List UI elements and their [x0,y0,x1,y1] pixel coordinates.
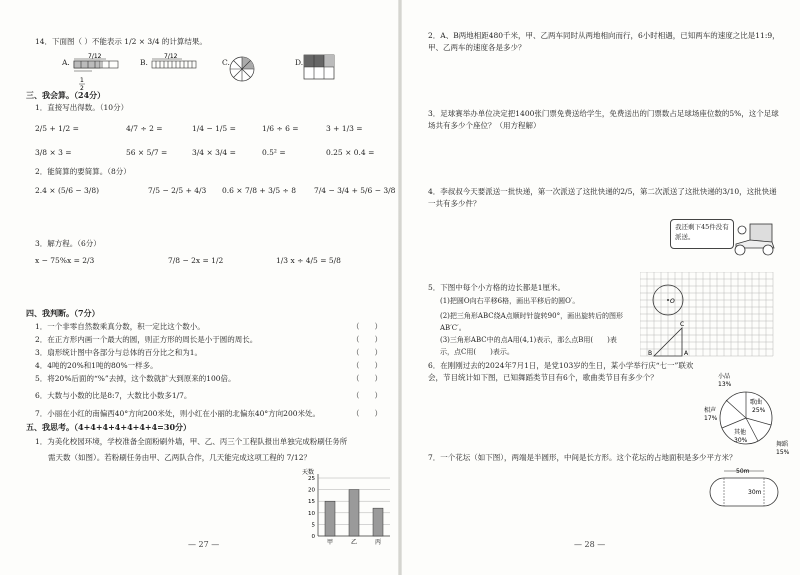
simplify-item: 7/4 − 3/4 + 5/6 − 3/8 [314,186,396,195]
equation-item: 7/8 − 2x = 1/2 [168,256,224,265]
calc-item: 0.25 × 0.4 = [326,148,375,157]
judge-item: 3．扇形统计图中各部分与总体的百分比之和为1。 [35,348,203,357]
frac-b-label: 7/12 [164,53,178,60]
pie-pct-wudao: 15% [776,449,790,456]
svg-text:C: C [680,321,685,328]
answer-parens[interactable]: （ ） [352,335,382,344]
svg-text:A: A [684,350,689,357]
calc-item: 3/4 × 3/4 = [192,148,236,157]
pie-label-qita: 其他 [734,429,747,436]
question-5-text: 5．下图中每个小方格的边长都是1厘米。 [428,283,566,292]
equation-item: x − 75%x = 2/3 [35,256,95,265]
option-d-label: D. [295,58,304,67]
judge-item: 7．小丽在小红的南偏西40°方向200米处，则小红在小丽的北偏东40°方向200米处。 [35,409,320,418]
pie-label-xiaopin: 小品 [718,373,731,380]
svg-text:2: 2 [80,85,84,92]
page-number: — 28 — [574,540,606,549]
y-tick-label: 0 [311,534,315,540]
question-6: 6．在刚刚过去的2024年7月1日，是党103岁的生日，某小学举行庆“七一”联欢会，节目统计如下图，已知舞蹈类节目有6个，歌曲类节目有多少个？ [428,361,694,382]
flower-bed-figure [698,466,790,508]
pie-label-xiangsheng: 相声 [704,407,717,414]
y-tick-label: 20 [308,487,315,494]
bar [325,501,335,536]
x-tick-label: 丙 [374,539,382,546]
calc-item: 0.5² = [262,148,286,157]
dim-height: 30m [748,489,762,496]
sub-heading-3-2: 2．能简算的要简算。（8分） [35,167,131,176]
calc-item: 1/4 − 1/5 = [192,124,236,133]
calc-item: 2/5 + 1/2 = [35,124,79,133]
answer-parens[interactable]: （ ） [352,361,382,370]
option-b-figure [148,52,200,82]
answer-parens[interactable]: （ ） [352,348,382,357]
question-14: 14．下面图（ ）不能表示 1/2 × 3/4 的计算结果。 [35,37,207,46]
question-5-part2: (2)把三角形ABC绕A点顺时针旋转90°，画出旋转后的图形AB′C′。 [440,312,624,332]
svg-text:O: O [670,298,675,305]
pie-pct-xiaopin: 13% [718,381,732,388]
delivery-tricycle-illustration [732,218,778,258]
problem-1-line2: 需天数（如图）。若粉刷任务由甲、乙两队合作，几天能完成这项工程的 7/12？ [48,453,311,462]
days-bar-chart [296,466,396,546]
svg-text:1: 1 [80,77,84,84]
option-b-label: B. [140,58,148,67]
judge-item: 4．4吨的20%和1吨的80%一样多。 [35,361,158,370]
question-7: 7．一个花坛（如下图），两端是半圆形，中间是长方形。这个花坛的占地面积是多少平方米？ [428,453,737,462]
calc-item: 4/7 ÷ 2 = [126,124,163,133]
y-tick-label: 25 [308,476,315,482]
answer-parens[interactable]: （ ） [352,322,382,331]
speech-bubble: 我还剩下45件没有派送。 [670,219,734,249]
sub-heading-3-3: 3．解方程。（6分） [35,239,101,248]
option-a-figure [70,52,122,92]
svg-text:B: B [648,350,653,357]
option-a-label: A. [62,58,70,67]
sub-heading-3-1: 1．直接写出得数。（10分） [35,103,129,112]
problem-1-line1: 1．为美化校园环境，学校准备全面粉刷外墙，甲、乙、丙三个工程队报出单独完成粉刷任务所 [35,437,348,446]
page-28 [402,0,800,575]
bar [349,490,359,536]
question-3: 3．足球赛举办单位决定把1400张门票免费送给学生，免费送出的门票数占足球场座位数的5%，这个足球场共有多少个座位？（用方程解） [428,109,779,130]
judge-item: 6．大数与小数的比是8:7，大数比小数多1/7。 [35,391,192,400]
section-3-heading: 三、我会算。（24分） [26,90,106,100]
page-27 [0,0,398,575]
simplify-item: 0.6 × 7/8 + 3/5 ÷ 8 [222,186,296,195]
simplify-item: 7/5 − 2/5 + 4/3 [148,186,207,195]
frac-a-label: 7/12 [88,53,102,60]
calc-item: 3/8 × 3 = [35,148,72,157]
option-c-pie [228,55,258,85]
judge-item: 5．将20%后面的“%”去掉，这个数就扩大到原来的100倍。 [35,374,236,383]
calc-item: 56 × 5/7 = [126,148,168,157]
page-number: — 27 — [188,540,220,549]
chart-ylabel: 天数 [302,469,315,476]
program-pie-chart [700,372,796,462]
y-tick-label: 10 [308,510,315,517]
calc-item: 3 + 1/3 = [326,124,363,133]
pie-pct-xiangsheng: 17% [704,415,718,422]
coordinate-grid-figure [640,272,780,360]
section-5-heading: 五、我思考。（4+4+4+4+4+4+4=30分） [26,422,192,432]
dim-width: 50m [736,468,750,475]
judge-item: 2．在正方形内画一个最大的圆，则正方形的周长是小于圆的周长。 [35,335,258,344]
bar [373,508,383,536]
section-4-heading: 四、我判断。（7分） [26,308,100,318]
calc-item: 1/6 ÷ 6 = [262,124,299,133]
answer-parens[interactable]: （ ） [352,374,382,383]
question-2: 2．A、B两地相距480千米，甲、乙两车同时从两地相向而行，6小时相遇，已知两车的速度之比是11:9，甲、乙两车的速度各是多少？ [428,31,780,52]
equation-item: 1/3 x ÷ 4/5 = 5/8 [276,256,341,265]
pie-pct-gequ: 25% [752,407,766,414]
simplify-item: 2.4 × (5/6 − 3/8) [35,186,100,195]
y-tick-label: 15 [308,499,315,506]
pie-label-gequ: 歌曲 [750,399,763,406]
answer-parens[interactable]: （ ） [352,391,382,400]
x-tick-label: 乙 [350,539,358,546]
question-5-part1: (1)把圆O向右平移6格，画出平移后的圆O′。 [440,297,580,305]
question-4: 4．李叔叔今天要派送一批快递，第一次派送了这批快递的2/5，第二次派送了这批快递的3/10，这批快递一共有多少件？ [428,187,777,208]
y-tick-label: 5 [311,522,315,529]
option-c-label: C. [222,58,230,67]
option-d-grid [303,54,337,82]
question-5-part3: (3)三角形ABC中的点A用(4,1)表示，那么点B用( )表示，点C用( )表示。 [440,336,617,356]
pie-pct-qita: 30% [734,437,748,444]
judge-item: 1．一个非零自然数乘真分数，积一定比这个数小。 [35,322,205,331]
answer-parens[interactable]: （ ） [352,409,382,418]
x-tick-label: 甲 [326,539,334,546]
pie-label-wudao: 舞蹈 [776,441,789,448]
